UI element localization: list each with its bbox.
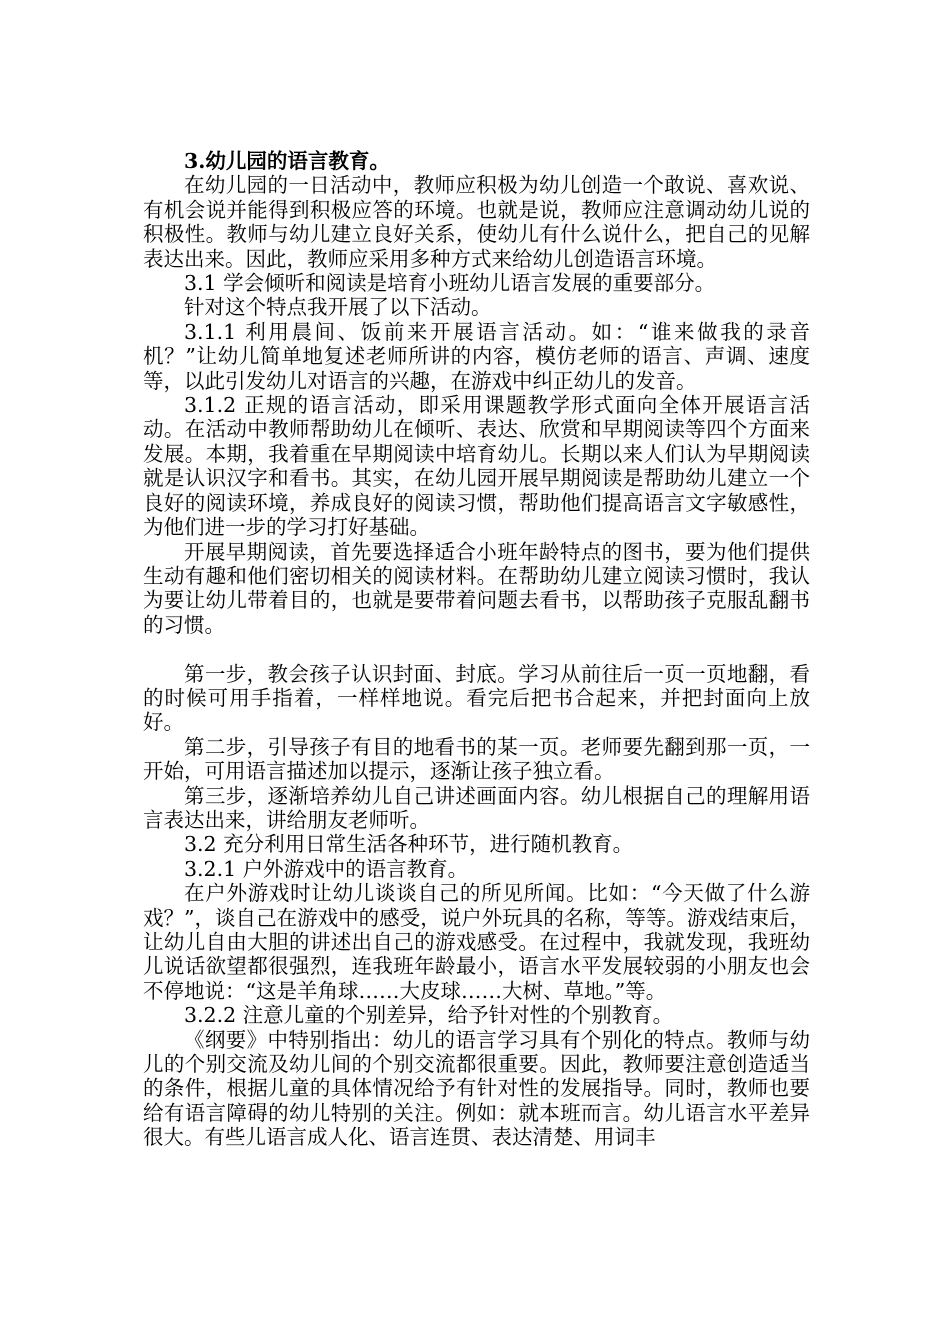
paragraph-activities: 针对这个特点我开展了以下活动。	[184, 295, 492, 320]
paragraph-intro: 在幼儿园的一日活动中，教师应积极为幼儿创造一个敢说、喜欢说、有机会说并能得到积极应答的环境。也就是说，教师应注意调动幼儿说的积极性。教师与幼儿建立良好关系，使幼儿有什么说什么，把自己的见解表达出来。因此，教师应采用多种方式来给幼儿创造语言环境。	[143, 173, 810, 271]
paragraph-outdoor-games: 在户外游戏时让幼儿谈谈自己的所见所闻。比如：“今天做了什么游戏？”，谈自己在游戏中的感受，说户外玩具的名称，等等。游戏结束后，让幼儿自由大胆的讲述出自己的游戏感受。在过程中，我就发现，我班幼儿说话欲望都很强烈，连我班年龄最小，语言水平发展较弱的小朋友也会不停地说：“这是羊角球……大皮球……大树、草地。”等。	[143, 881, 810, 1003]
paragraph-step-3: 第三步，逐渐培养幼儿自己讲述画面内容。幼儿根据自己的理解用语言表达出来，讲给朋友老师听。	[143, 783, 810, 832]
blank-line	[143, 637, 810, 661]
paragraph-early-reading: 开展早期阅读，首先要选择适合小班年龄特点的图书，要为他们提供生动有趣和他们密切相关的阅读材料。在帮助幼儿建立阅读习惯时，我认为要让幼儿带着目的，也就是要带着问题去看书，以帮助孩子克服乱翻书的习惯。	[143, 539, 810, 637]
paragraph-step-1: 第一步，教会孩子认识封面、封底。学习从前往后一页一页地翻，看的时候可用手指着，一样样地说。看完后把书合起来，并把封面向上放好。	[143, 661, 810, 735]
section-heading: 3.幼儿园的语言教育。	[184, 149, 390, 173]
paragraph-3-2-1: 3.2.1 户外游戏中的语言教育。	[184, 856, 469, 881]
paragraph-step-2: 第二步，引导孩子有目的地看书的某一页。老师要先翻到那一页，一开始，可用语言描述加以提示，逐渐让孩子独立看。	[143, 734, 810, 784]
paragraph-3-1-2: 3.1.2 正规的语言活动，即采用课题教学形式面向全体开展语言活动。在活动中教师帮助幼儿在倾听、表达、欣赏和早期阅读等四个方面来发展。本期，我着重在早期阅读中培育幼儿。长期以来人们认为早期阅读就是认识汉字和看书。其实，在幼儿园开展早期阅读是帮助幼儿建立一个良好的阅读环境，养成良好的阅读习惯，帮助他们提高语言文字敏感性，为他们进一步的学习打好基础。	[143, 393, 810, 540]
paragraph-guidelines: 《纲要》中特别指出：幼儿的语言学习具有个别化的特点。教师与幼儿的个别交流及幼儿间的个别交流都很重要。因此，教师要注意创造适当的条件，根据儿童的具体情况给予有针对性的发展指导。同时，教师也要给有语言障碍的幼儿特别的关注。例如：就本班而言。幼儿语言水平差异很大。有些儿语言成人化、语言连贯、表达清楚、用词丰	[143, 1027, 810, 1150]
paragraph-3-1: 3.1 学会倾听和阅读是培育小班幼儿语言发展的重要部分。	[184, 271, 716, 296]
paragraph-3-2: 3.2 充分利用日常生活各种环节，进行随机教育。	[184, 832, 634, 857]
document-body	[143, 149, 810, 1150]
paragraph-3-1-1: 3.1.1 利用晨间、饭前来开展语言活动。如：“谁来做我的录音机？”让幼儿简单地复述老师所讲的内容，模仿老师的语言、声调、速度等，以此引发幼儿对语言的兴趣，在游戏中纠正幼儿的发音。	[143, 319, 810, 393]
paragraph-3-2-2: 3.2.2 注意儿童的个别差异，给予针对性的个别教育。	[184, 1003, 674, 1028]
